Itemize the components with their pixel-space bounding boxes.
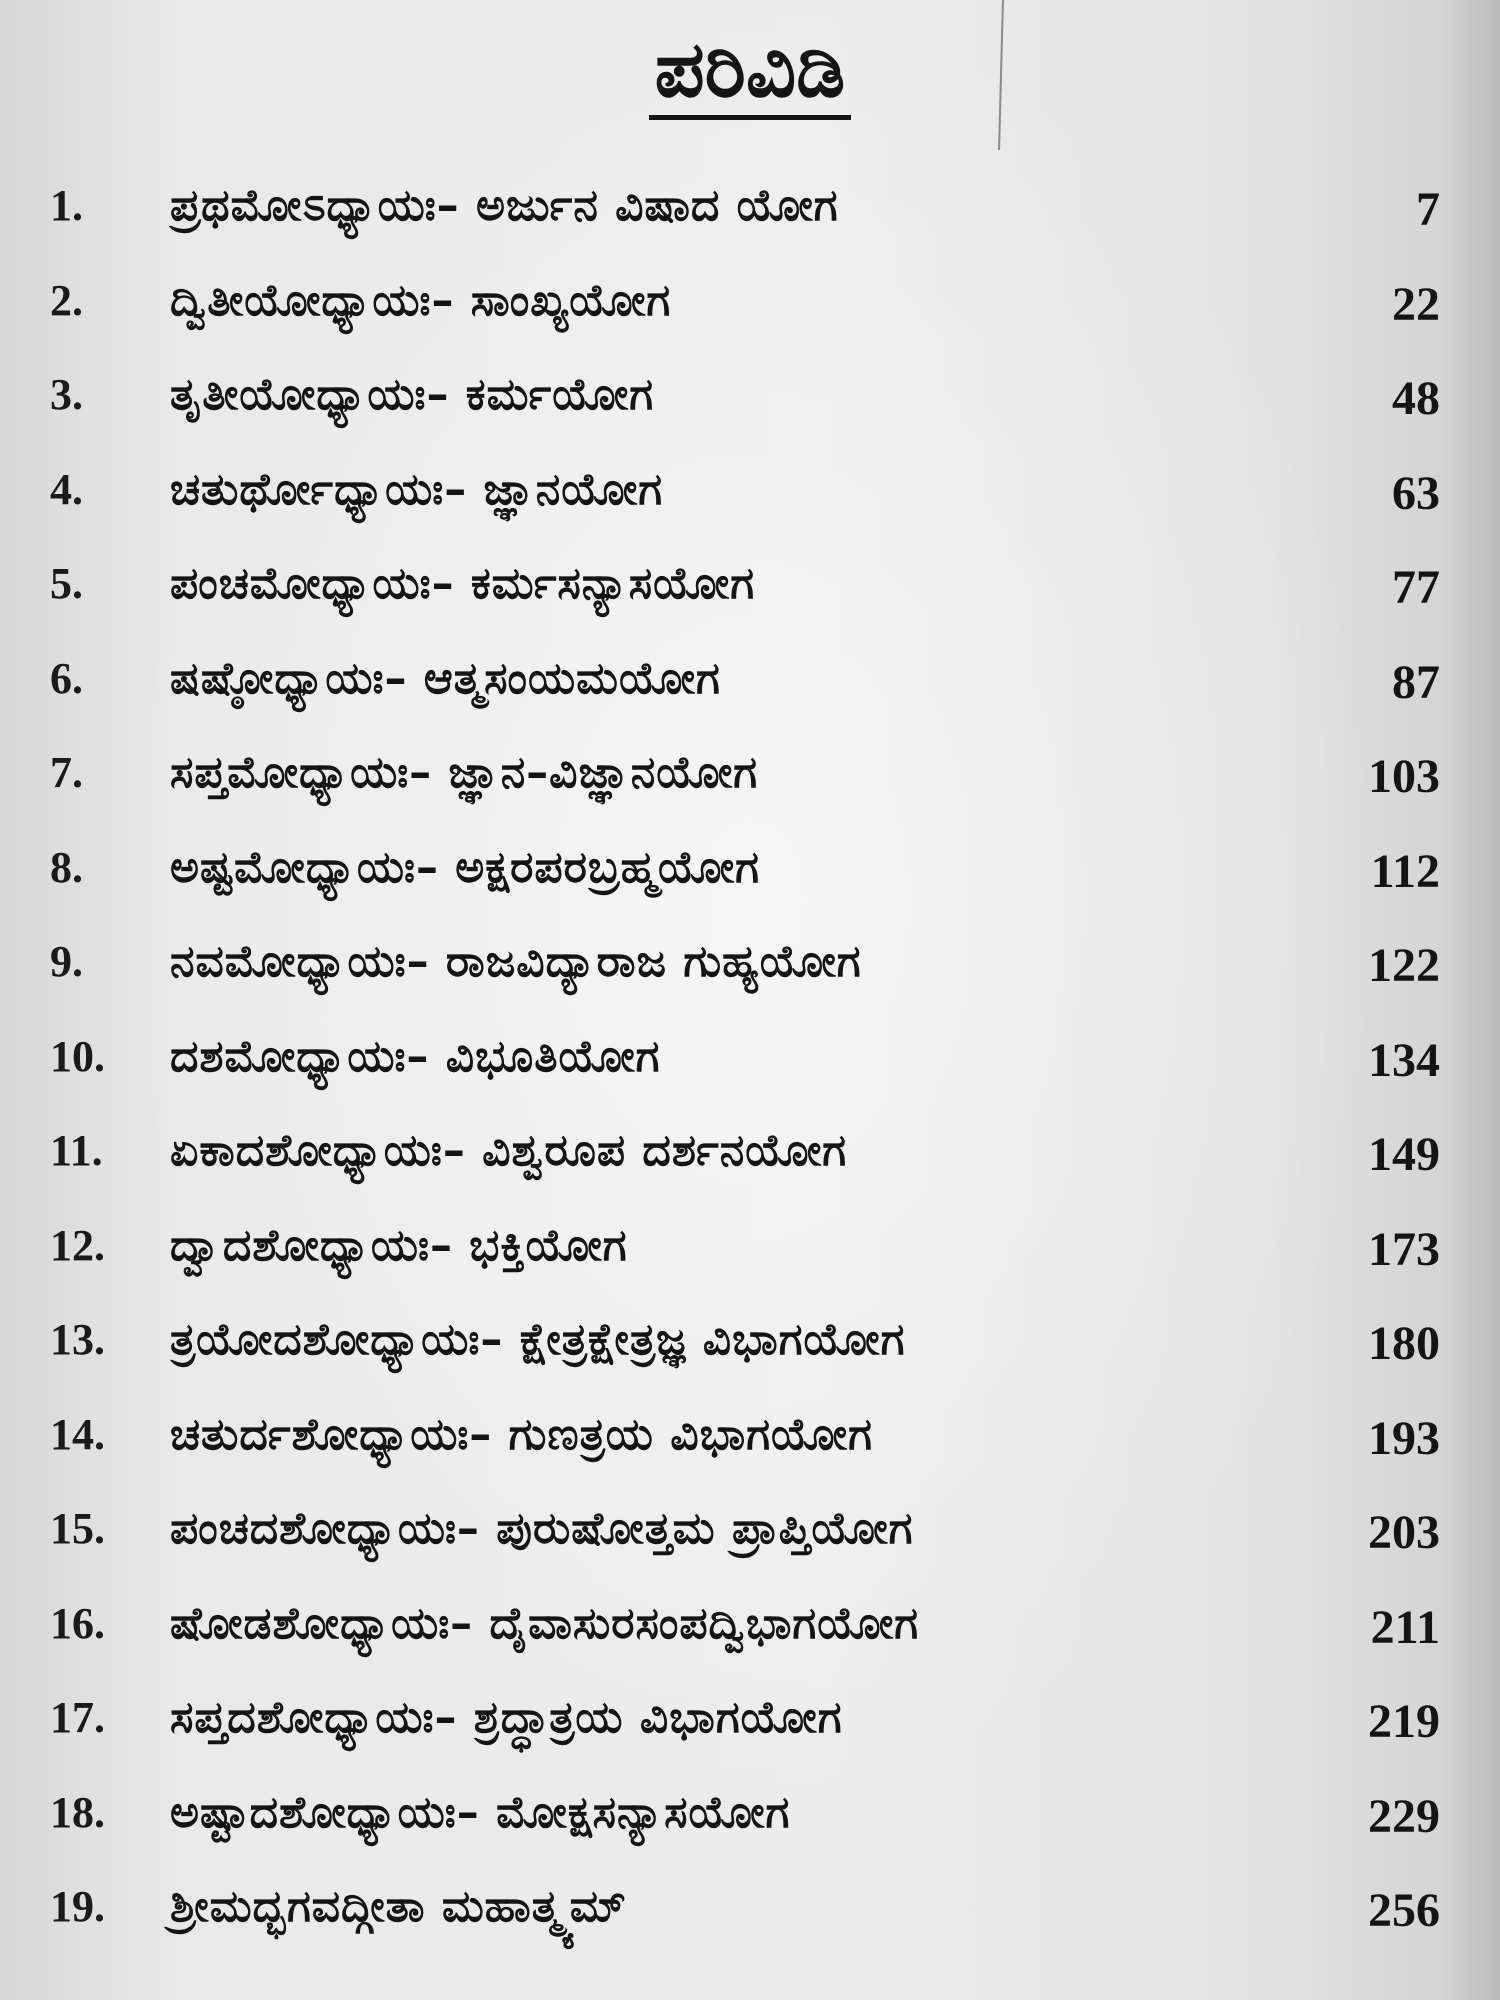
toc-row (40, 643, 1460, 738)
toc-row (40, 359, 1460, 454)
chapter-number: 14. (50, 1409, 105, 1459)
chapter-number: 17. (50, 1693, 105, 1742)
chapter-title: ಸಪ್ತದಶೋಧ್ಯಾಯಃ– ಶ್ರದ್ಧಾತ್ರಯ ವಿಭಾಗಯೋಗ (170, 1692, 843, 1743)
chapter-number: 8. (50, 842, 83, 892)
chapter-number: 12. (50, 1220, 105, 1270)
chapter-page: 203 (1368, 1506, 1440, 1559)
toc-row (40, 1399, 1460, 1494)
chapter-page: 134 (1368, 1033, 1440, 1087)
toc-row (40, 1682, 1460, 1777)
chapter-number: 7. (50, 748, 83, 797)
chapter-page: 122 (1368, 939, 1440, 992)
chapter-page: 7 (1416, 183, 1440, 236)
chapter-number: 11. (50, 1126, 103, 1175)
toc-row (40, 265, 1460, 360)
chapter-title: ತ್ರಯೋದಶೋಧ್ಯಾಯಃ– ಕ್ಷೇತ್ರಕ್ಷೇತ್ರಜ್ಞ ವಿಭಾಗಯೋಗ (170, 1314, 906, 1365)
chapter-number: 9. (50, 937, 83, 986)
chapter-number: 3. (50, 370, 83, 419)
chapter-page: 173 (1368, 1222, 1440, 1276)
chapter-number: 13. (50, 1315, 105, 1364)
chapter-title: ಶ್ರೀಮದ್ಭಗವದ್ಗೀತಾ ಮಹಾತ್ಮ್ಯಮ್ (170, 1881, 627, 1932)
chapter-title: ಪ್ರಥಮೋಽಧ್ಯಾಯಃ– ಅರ್ಜುನ ವಿಷಾದ ಯೋಗ (170, 180, 839, 231)
chapter-page: 87 (1392, 655, 1440, 709)
chapter-number: 1. (50, 181, 83, 230)
chapter-number: 2. (50, 275, 83, 325)
chapter-number: 18. (50, 1787, 105, 1837)
chapter-page: 63 (1392, 466, 1440, 520)
toc-row (40, 1021, 1460, 1116)
toc-row (40, 1210, 1460, 1305)
chapter-page: 22 (1392, 277, 1440, 331)
chapter-page: 211 (1370, 1600, 1440, 1654)
page-title-text: ಪರಿವಿಡಿ (649, 27, 852, 120)
chapter-number: 16. (50, 1598, 105, 1648)
toc-row (40, 1588, 1460, 1683)
chapter-title: ಪಂಚಮೋಧ್ಯಾಯಃ– ಕರ್ಮಸನ್ಯಾಸಯೋಗ (170, 558, 756, 609)
toc-row (40, 454, 1460, 549)
chapter-number: 15. (50, 1504, 105, 1553)
chapter-title: ತೃತೀಯೋಧ್ಯಾಯಃ– ಕರ್ಮಯೋಗ (170, 369, 655, 420)
chapter-title: ಏಕಾದಶೋಧ್ಯಾಯಃ– ವಿಶ್ವರೂಪ ದರ್ಶನಯೋಗ (170, 1125, 848, 1176)
chapter-title: ಪಂಚದಶೋಧ್ಯಾಯಃ– ಪುರುಷೋತ್ತಮ ಪ್ರಾಪ್ತಿಯೋಗ (170, 1503, 914, 1554)
chapter-title: ಅಷ್ಟಮೋಧ್ಯಾಯಃ– ಅಕ್ಷರಪರಬ್ರಹ್ಮಯೋಗ (170, 841, 760, 893)
chapter-page: 48 (1392, 372, 1440, 425)
chapter-number: 4. (50, 464, 83, 514)
toc-row (40, 170, 1460, 265)
chapter-title: ದ್ವಿತೀಯೋಧ್ಯಾಯಃ– ಸಾಂಖ್ಯಯೋಗ (170, 274, 672, 326)
table-of-contents (40, 170, 1460, 1966)
chapter-title: ಷೋಡಶೋಧ್ಯಾಯಃ– ದೈವಾಸುರಸಂಪದ್ವಿಭಾಗಯೋಗ (170, 1597, 920, 1649)
chapter-number: 6. (50, 653, 83, 703)
chapter-page: 77 (1392, 561, 1440, 614)
toc-row (40, 1871, 1460, 1966)
chapter-page: 103 (1368, 750, 1440, 803)
chapter-title: ಚತುರ್ದಶೋಧ್ಯಾಯಃ– ಗುಣತ್ರಯ ವಿಭಾಗಯೋಗ (170, 1408, 873, 1460)
chapter-title: ಚತುರ್ಥೋಧ್ಯಾಯಃ– ಜ್ಞಾನಯೋಗ (170, 463, 664, 515)
toc-row (40, 737, 1460, 832)
chapter-title: ಸಪ್ತಮೋಧ್ಯಾಯಃ– ಜ್ಞಾನ–ವಿಜ್ಞಾನಯೋಗ (170, 747, 759, 798)
chapter-number: 19. (50, 1882, 105, 1931)
toc-row (40, 1493, 1460, 1588)
chapter-number: 10. (50, 1031, 105, 1081)
toc-row (40, 926, 1460, 1021)
chapter-page: 193 (1368, 1411, 1440, 1465)
toc-row (40, 548, 1460, 643)
chapter-title: ಅಷ್ಟಾದಶೋಧ್ಯಾಯಃ– ಮೋಕ್ಷಸನ್ಯಾಸಯೋಗ (170, 1786, 791, 1838)
chapter-page: 219 (1368, 1695, 1440, 1748)
chapter-title: ದಶಮೋಧ್ಯಾಯಃ– ವಿಭೂತಿಯೋಗ (170, 1030, 661, 1082)
chapter-page: 180 (1368, 1317, 1440, 1370)
page-title (0, 22, 1500, 120)
toc-row (40, 1304, 1460, 1399)
chapter-page: 112 (1370, 844, 1440, 898)
toc-row (40, 832, 1460, 927)
toc-row (40, 1115, 1460, 1210)
chapter-page: 256 (1368, 1884, 1440, 1937)
toc-row (40, 1777, 1460, 1872)
chapter-title: ದ್ವಾದಶೋಧ್ಯಾಯಃ– ಭಕ್ತಿಯೋಗ (170, 1219, 628, 1271)
chapter-page: 149 (1368, 1128, 1440, 1181)
chapter-title: ಷಷ್ಠೋಧ್ಯಾಯಃ– ಆತ್ಮಸಂಯಮಯೋಗ (170, 652, 721, 704)
chapter-number: 5. (50, 559, 83, 608)
chapter-page: 229 (1368, 1789, 1440, 1843)
chapter-title: ನವಮೋಧ್ಯಾಯಃ– ರಾಜವಿದ್ಯಾರಾಜ ಗುಹ್ಯಯೋಗ (170, 936, 862, 987)
